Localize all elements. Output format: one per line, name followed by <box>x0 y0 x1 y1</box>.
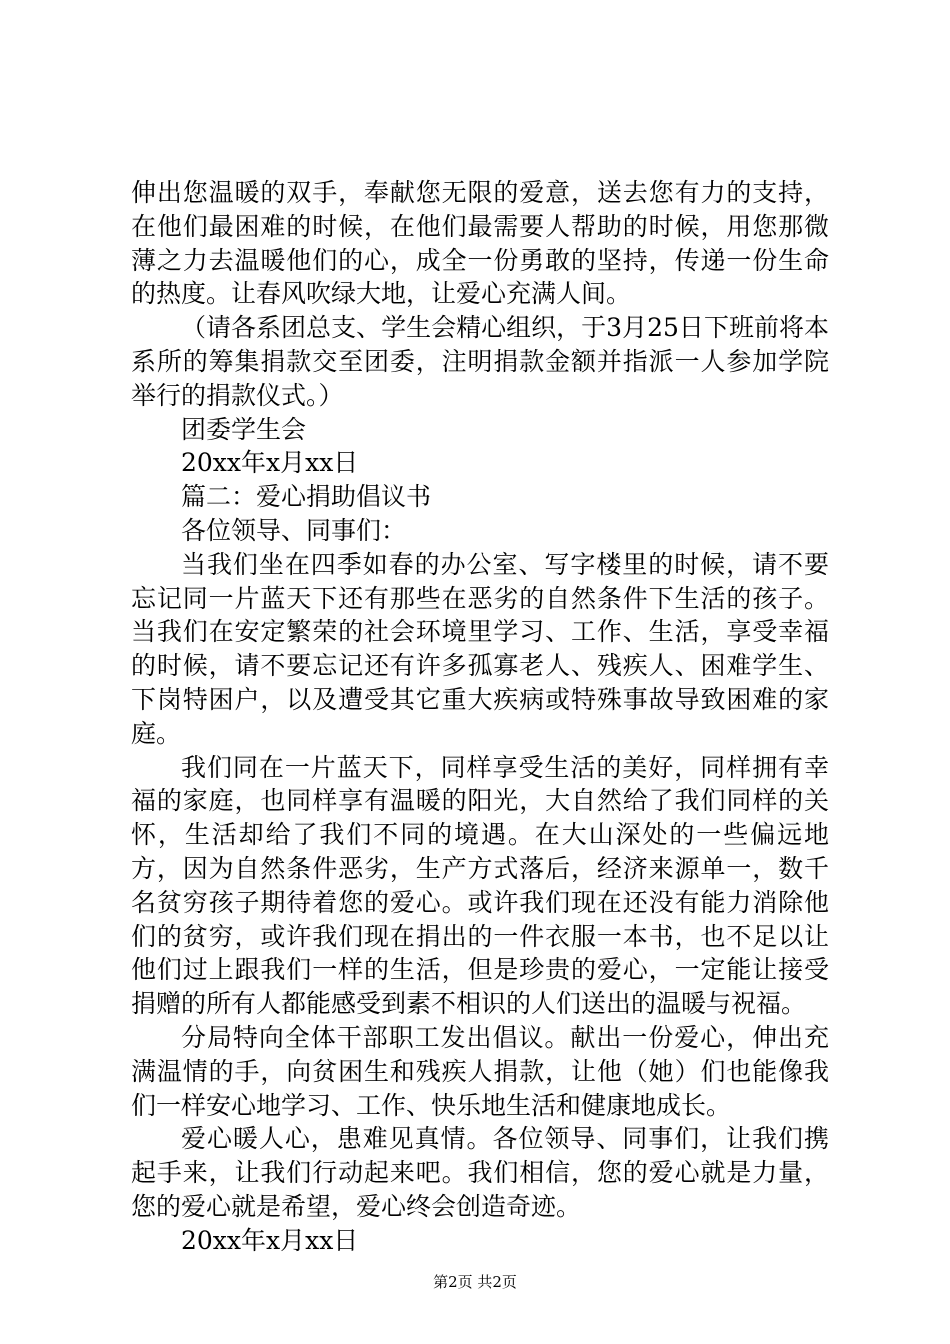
paragraph-proposal: 分局特向全体干部职工发出倡议。献出一份爱心，伸出充满温情的手，向贫困生和残疾人捐款，让他（她）们也能像我们一样安心地学习、工作、快乐地生活和健康地成长。 <box>131 1022 829 1120</box>
salutation: 各位领导、同事们： <box>181 515 407 545</box>
paragraph-organizing-note: （请各系团总支、学生会精心组织，于3月25日下班前将本系所的筹集捐款交至团委，注明捐款金额并指派一人参加学院举行的捐款仪式。） <box>131 313 829 410</box>
page-number: 第2页 共2页 <box>433 1273 517 1291</box>
signature-date: 20xx年x月xx日 <box>181 448 359 478</box>
paragraph-closing-appeal: 伸出您温暖的双手，奉献您无限的爱意，送去您有力的支持，在他们最困难的时候，在他们最需要人帮助的时候，用您那微薄之力去温暖他们的心，成全一份勇敢的坚持，传递一份生命的热度。让春风吹绿大地，让爱心充满人间。 <box>131 178 829 309</box>
paragraph-situation: 我们同在一片蓝天下，同样享受生活的美好，同样拥有幸福的家庭，也同样享有温暖的阳光，大自然给了我们同样的关怀，生活却给了我们不同的境遇。在大山深处的一些偏远地方，因为自然条件恶劣，生产方式落后，经济来源单一，数千名贫穷孩子期待着您的爱心。或许我们现在还没有能力消除他们的贫穷，或许我们现在捐出的一件衣服一本书，也不足以让他们过上跟我们一样的生活，但是珍贵的爱心，一定能让接受捐赠的所有人都能感受到素不相识的人们送出的温暖与祝福。 <box>131 752 829 1019</box>
signature-organization: 团委学生会 <box>181 414 307 444</box>
closing-date: 20xx年x月xx日 <box>181 1225 359 1255</box>
paragraph-reminder: 当我们坐在四季如春的办公室、写字楼里的时候，请不要忘记同一片蓝天下还有那些在恶劣的自然条件下生活的孩子。当我们在安定繁荣的社会环境里学习、工作、生活，享受幸福的时候，请不要忘记还有许多孤寡老人、残疾人、困难学生、下岗特困户，以及遭受其它重大疾病或特殊事故导致困难的家庭。 <box>131 549 829 748</box>
paragraph-call-to-action: 爱心暖人心，患难见真情。各位领导、同事们，让我们携起手来，让我们行动起来吧。我们相信，您的爱心就是力量，您的爱心就是希望，爱心终会创造奇迹。 <box>131 1124 829 1221</box>
section-heading: 篇二：爱心捐助倡议书 <box>181 482 432 512</box>
document-body <box>131 176 829 1258</box>
